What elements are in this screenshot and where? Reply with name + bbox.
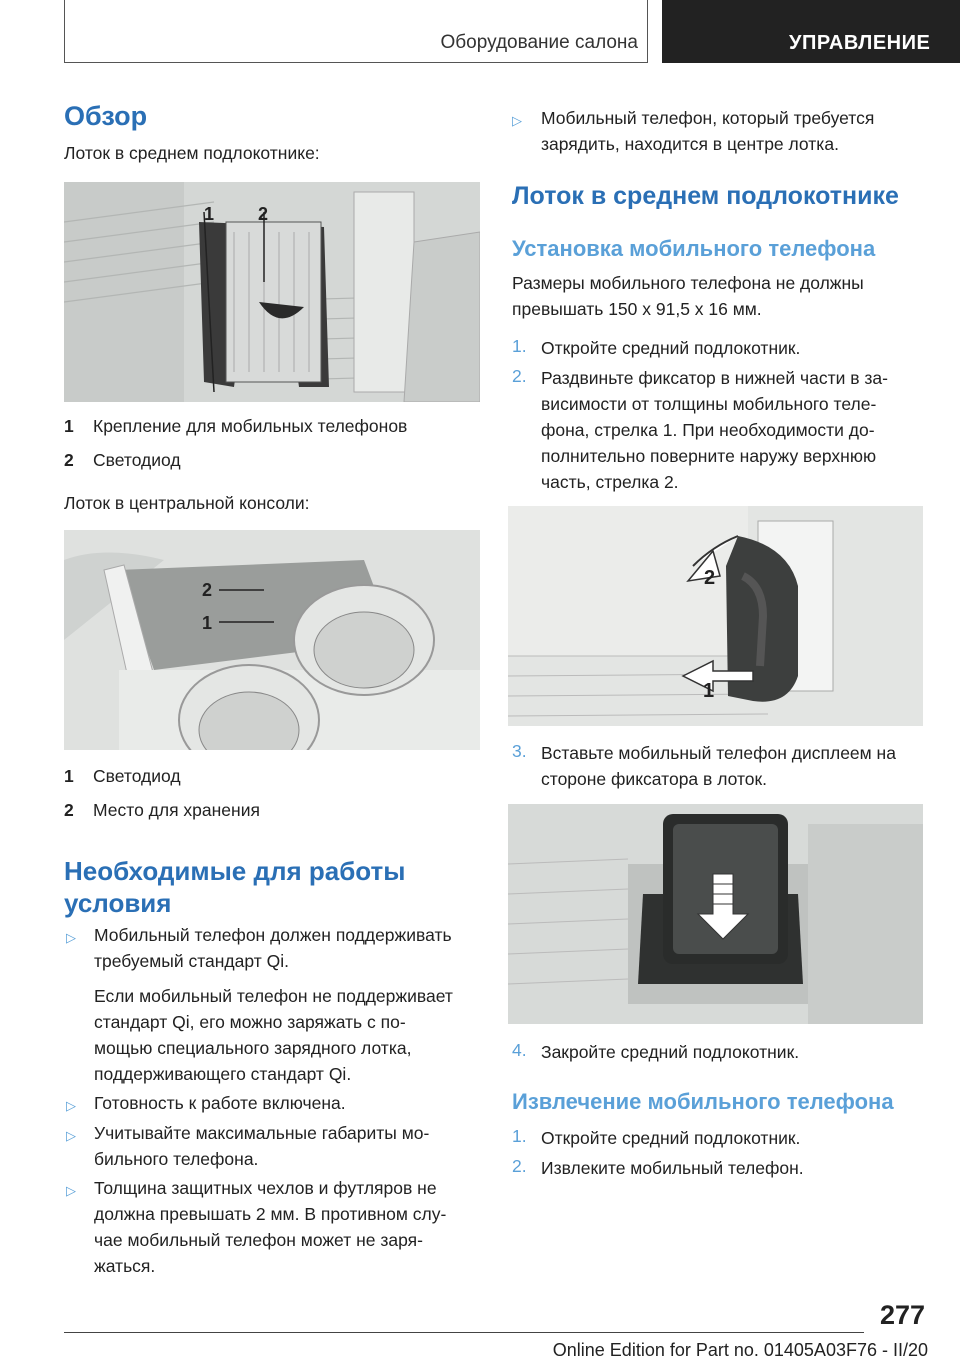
step-number: 2. (512, 366, 527, 386)
bullet-triangle-icon: ▷ (66, 1183, 76, 1198)
step-text: висимости от толщины мобильного теле- (541, 394, 877, 414)
legend-item (64, 797, 480, 823)
bullet-text: мощью специального зарядного лотка, (94, 1038, 412, 1058)
callout-2: 2 (704, 567, 716, 589)
figure-console-tray (64, 530, 480, 750)
legend-number: 1 (64, 416, 74, 436)
step-text: полнительно поверните наружу верхнюю (541, 446, 877, 466)
page-number: 277 (879, 1300, 925, 1330)
bullet-text: зарядить, находится в центре лотка. (541, 134, 839, 154)
bullet-text: Мобильный телефон, который требуется (541, 108, 875, 128)
step-text: Извлеките мобильный телефон. (541, 1158, 804, 1178)
step-number: 3. (512, 741, 527, 761)
bullet-text: стандарт Qi, его можно заряжать с по- (94, 1012, 406, 1032)
bullet-triangle-icon: ▷ (512, 113, 522, 128)
step-text: стороне фиксатора в лоток. (541, 769, 768, 789)
bullet-text: требуемый стандарт Qi. (94, 951, 289, 971)
heading-overview: Обзор (64, 101, 148, 131)
callout-1: 1 (204, 204, 215, 224)
bullet-text: Толщина защитных чехлов и футляров не (94, 1178, 437, 1198)
step-number: 2. (512, 1156, 527, 1176)
bullet-text: Учитывайте максимальные габариты мо- (94, 1123, 430, 1143)
legend-text: Светодиод (93, 766, 181, 786)
heading-armrest-tray: Лоток в среднем подлокотнике (512, 182, 899, 210)
bullet-text: Если мобильный телефон не поддерживает (94, 986, 453, 1006)
step-number: 1. (512, 336, 527, 356)
chapter-tab[interactable]: УПРАВЛЕНИЕ (662, 0, 960, 63)
callout-2: 2 (202, 580, 213, 600)
figure-clamp-adjust (508, 506, 923, 726)
heading-conditions-line2: условия (64, 888, 172, 918)
heading-install-phone: Установка мобильного телефона (512, 236, 876, 261)
text-size: Размеры мобильного телефона не должны (512, 273, 864, 293)
section-title: Оборудование салона (440, 32, 638, 53)
edition-text: Online Edition for Part no. 01405A03F76 - II/20 (552, 1340, 928, 1360)
callout-2: 2 (258, 204, 269, 224)
legend-text: Светодиод (93, 450, 181, 470)
heading-conditions-line1: Необходимые для работы (64, 856, 406, 886)
bullet-triangle-icon: ▷ (66, 1128, 76, 1143)
legend-text: Крепление для мобильных телефонов (93, 416, 408, 436)
step-text: Закройте средний подлокотник. (541, 1042, 800, 1062)
bullet-triangle-icon: ▷ (66, 930, 76, 945)
bullet-text: бильного телефона. (94, 1149, 259, 1169)
text-size: превышать 150 x 91,5 x 16 мм. (512, 299, 762, 319)
bullet-text: должна превышать 2 мм. В противном слу- (94, 1204, 447, 1224)
step-text: Вставьте мобильный телефон дисплеем на (541, 743, 896, 763)
bullet-text: жаться. (94, 1256, 156, 1276)
figure-insert-phone (508, 804, 923, 1024)
legend-number: 1 (64, 766, 74, 786)
step-text: Раздвиньте фиксатор в нижней части в за- (541, 368, 888, 388)
figure-armrest-tray (64, 182, 480, 402)
legend-number: 2 (64, 800, 74, 820)
step-number: 4. (512, 1040, 527, 1060)
step-text: Откройте средний подлокотник. (541, 1128, 801, 1148)
legend-item (64, 763, 480, 789)
step-text: фона, стрелка 1. При необходимости до- (541, 420, 875, 440)
step-text: часть, стрелка 2. (541, 472, 679, 492)
step-text: Откройте средний подлокотник. (541, 338, 801, 358)
bullet-text: Готовность к работе включена. (94, 1093, 346, 1113)
legend-number: 2 (64, 450, 74, 470)
heading-remove-phone: Извлечение мобильного телефона (512, 1089, 894, 1114)
bullet-text: чае мобильный телефон может не заря- (94, 1230, 423, 1250)
footer-divider (64, 1332, 864, 1333)
bullet-text: Мобильный телефон должен поддерживать (94, 925, 452, 945)
callout-1: 1 (703, 680, 715, 702)
bullet-triangle-icon: ▷ (66, 1098, 76, 1113)
text-console-tray: Лоток в центральной консоли: (64, 493, 310, 513)
legend-item (64, 447, 480, 473)
text-armrest-tray: Лоток в среднем подлокотнике: (64, 143, 320, 163)
step-number: 1. (512, 1126, 527, 1146)
callout-1: 1 (202, 613, 213, 633)
legend-item (64, 413, 480, 439)
legend-text: Место для хранения (93, 800, 260, 820)
bullet-text: поддерживающего стандарт Qi. (94, 1064, 352, 1084)
